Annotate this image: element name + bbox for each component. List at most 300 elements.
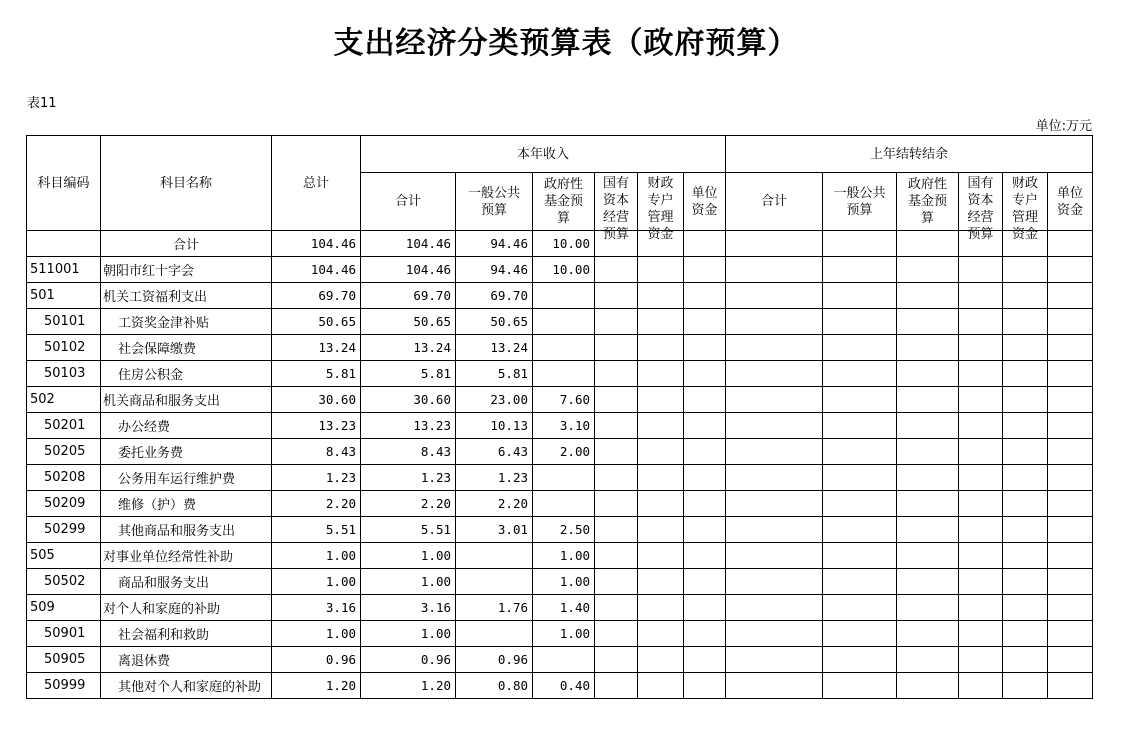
cell-empty bbox=[638, 621, 684, 647]
cell-current-sum: 30.60 bbox=[361, 387, 456, 413]
cell-code: 50103 bbox=[27, 361, 101, 387]
cell-current-fund: 3.10 bbox=[533, 413, 595, 439]
cell-current-fund: 2.50 bbox=[533, 517, 595, 543]
cell-empty bbox=[897, 335, 959, 361]
cell-empty bbox=[684, 283, 726, 309]
cell-empty bbox=[823, 517, 897, 543]
cell-current-sum: 1.20 bbox=[361, 673, 456, 699]
cell-empty bbox=[684, 465, 726, 491]
cell-empty bbox=[823, 621, 897, 647]
table-row bbox=[27, 465, 1093, 491]
cell-empty bbox=[684, 361, 726, 387]
table-row bbox=[27, 335, 1093, 361]
cell-total: 8.43 bbox=[272, 439, 361, 465]
cell-empty bbox=[726, 257, 823, 283]
cell-total: 2.20 bbox=[272, 491, 361, 517]
cell-name: 机关工资福利支出 bbox=[101, 283, 272, 309]
cell-empty bbox=[1048, 413, 1093, 439]
cell-empty bbox=[684, 491, 726, 517]
header-cy-state-capital: 国有资本经营预算 bbox=[595, 173, 638, 231]
cell-total: 30.60 bbox=[272, 387, 361, 413]
cell-empty bbox=[959, 543, 1003, 569]
cell-total: 1.00 bbox=[272, 621, 361, 647]
cell-empty bbox=[638, 465, 684, 491]
cell-total: 5.51 bbox=[272, 517, 361, 543]
cell-empty bbox=[959, 465, 1003, 491]
cell-empty bbox=[897, 543, 959, 569]
cell-empty bbox=[595, 621, 638, 647]
cell-current-general: 50.65 bbox=[456, 309, 533, 335]
cell-empty bbox=[959, 673, 1003, 699]
cell-empty bbox=[959, 491, 1003, 517]
cell-empty bbox=[684, 647, 726, 673]
table-row bbox=[27, 673, 1093, 699]
cell-empty bbox=[823, 595, 897, 621]
cell-current-general: 1.23 bbox=[456, 465, 533, 491]
cell-total: 3.16 bbox=[272, 595, 361, 621]
cell-empty bbox=[897, 413, 959, 439]
cell-empty bbox=[897, 491, 959, 517]
header-co-sum: 合计 bbox=[726, 173, 823, 231]
cell-total: 5.81 bbox=[272, 361, 361, 387]
cell-empty bbox=[726, 231, 823, 257]
header-cy-special-account: 财政专户管理资金 bbox=[638, 173, 684, 231]
cell-code: 50299 bbox=[27, 517, 101, 543]
cell-empty bbox=[1003, 335, 1048, 361]
cell-total: 1.00 bbox=[272, 569, 361, 595]
cell-name: 对个人和家庭的补助 bbox=[101, 595, 272, 621]
cell-current-sum: 69.70 bbox=[361, 283, 456, 309]
cell-current-general: 2.20 bbox=[456, 491, 533, 517]
cell-empty bbox=[684, 595, 726, 621]
cell-empty bbox=[897, 621, 959, 647]
cell-empty bbox=[595, 361, 638, 387]
table-row bbox=[27, 621, 1093, 647]
table-row bbox=[27, 361, 1093, 387]
cell-empty bbox=[1003, 413, 1048, 439]
cell-current-sum: 104.46 bbox=[361, 257, 456, 283]
cell-total: 104.46 bbox=[272, 231, 361, 257]
cell-empty bbox=[726, 673, 823, 699]
cell-empty bbox=[823, 231, 897, 257]
header-code: 科目编码 bbox=[27, 136, 101, 231]
cell-empty bbox=[684, 517, 726, 543]
cell-empty bbox=[595, 309, 638, 335]
page-title: 支出经济分类预算表（政府预算） bbox=[333, 26, 799, 61]
cell-empty bbox=[638, 361, 684, 387]
cell-empty bbox=[897, 647, 959, 673]
cell-empty bbox=[1048, 283, 1093, 309]
cell-empty bbox=[1003, 283, 1048, 309]
cell-current-fund: 0.40 bbox=[533, 673, 595, 699]
cell-total: 1.23 bbox=[272, 465, 361, 491]
cell-empty bbox=[823, 309, 897, 335]
cell-current-general: 0.80 bbox=[456, 673, 533, 699]
table-number: 表11 bbox=[27, 96, 57, 111]
cell-empty bbox=[1003, 621, 1048, 647]
cell-empty bbox=[684, 413, 726, 439]
unit-label: 单位:万元 bbox=[1035, 119, 1092, 134]
cell-empty bbox=[959, 569, 1003, 595]
cell-name: 办公经费 bbox=[101, 413, 272, 439]
cell-empty bbox=[959, 361, 1003, 387]
cell-empty bbox=[595, 491, 638, 517]
cell-name: 委托业务费 bbox=[101, 439, 272, 465]
cell-empty bbox=[726, 361, 823, 387]
cell-empty bbox=[684, 231, 726, 257]
cell-empty bbox=[595, 257, 638, 283]
table-row bbox=[27, 491, 1093, 517]
cell-current-sum: 13.24 bbox=[361, 335, 456, 361]
cell-empty bbox=[823, 543, 897, 569]
cell-empty bbox=[726, 517, 823, 543]
cell-total: 1.00 bbox=[272, 543, 361, 569]
cell-code: 50208 bbox=[27, 465, 101, 491]
cell-current-sum: 5.51 bbox=[361, 517, 456, 543]
cell-empty bbox=[1003, 439, 1048, 465]
cell-empty bbox=[1003, 647, 1048, 673]
cell-empty bbox=[1003, 387, 1048, 413]
cell-empty bbox=[638, 595, 684, 621]
cell-current-general bbox=[456, 543, 533, 569]
cell-empty bbox=[1048, 465, 1093, 491]
cell-empty bbox=[897, 439, 959, 465]
cell-empty bbox=[823, 387, 897, 413]
cell-empty bbox=[595, 595, 638, 621]
cell-current-general: 10.13 bbox=[456, 413, 533, 439]
cell-total: 0.96 bbox=[272, 647, 361, 673]
cell-empty bbox=[959, 439, 1003, 465]
cell-empty bbox=[726, 621, 823, 647]
table-row bbox=[27, 413, 1093, 439]
cell-current-general bbox=[456, 569, 533, 595]
cell-empty bbox=[1048, 543, 1093, 569]
cell-code: 50901 bbox=[27, 621, 101, 647]
cell-code: 50209 bbox=[27, 491, 101, 517]
cell-empty bbox=[638, 257, 684, 283]
header-co-special-account: 财政专户管理资金 bbox=[1003, 173, 1048, 231]
cell-empty bbox=[823, 647, 897, 673]
cell-current-fund: 2.00 bbox=[533, 439, 595, 465]
cell-name: 对事业单位经常性补助 bbox=[101, 543, 272, 569]
table-row bbox=[27, 439, 1093, 465]
cell-empty bbox=[959, 621, 1003, 647]
cell-code: 501 bbox=[27, 283, 101, 309]
cell-empty bbox=[959, 283, 1003, 309]
cell-empty bbox=[684, 387, 726, 413]
cell-empty bbox=[959, 257, 1003, 283]
cell-current-general: 6.43 bbox=[456, 439, 533, 465]
cell-empty bbox=[1048, 361, 1093, 387]
cell-empty bbox=[638, 283, 684, 309]
cell-name: 其他商品和服务支出 bbox=[101, 517, 272, 543]
cell-empty bbox=[1003, 517, 1048, 543]
cell-empty bbox=[897, 517, 959, 543]
cell-empty bbox=[726, 335, 823, 361]
cell-empty bbox=[823, 413, 897, 439]
cell-empty bbox=[1003, 673, 1048, 699]
cell-empty bbox=[897, 309, 959, 335]
cell-empty bbox=[823, 673, 897, 699]
cell-empty bbox=[897, 595, 959, 621]
cell-name: 朝阳市红十字会 bbox=[101, 257, 272, 283]
cell-current-sum: 2.20 bbox=[361, 491, 456, 517]
table-row bbox=[27, 387, 1093, 413]
cell-empty bbox=[595, 647, 638, 673]
cell-name: 离退休费 bbox=[101, 647, 272, 673]
cell-empty bbox=[1003, 361, 1048, 387]
cell-empty bbox=[1048, 257, 1093, 283]
cell-code: 50102 bbox=[27, 335, 101, 361]
cell-total: 50.65 bbox=[272, 309, 361, 335]
cell-empty bbox=[684, 569, 726, 595]
cell-current-fund bbox=[533, 361, 595, 387]
cell-empty bbox=[726, 439, 823, 465]
cell-empty bbox=[726, 543, 823, 569]
cell-current-sum: 1.00 bbox=[361, 543, 456, 569]
cell-empty bbox=[1003, 543, 1048, 569]
cell-current-sum: 50.65 bbox=[361, 309, 456, 335]
cell-empty bbox=[595, 465, 638, 491]
cell-empty bbox=[959, 517, 1003, 543]
table-row bbox=[27, 309, 1093, 335]
cell-empty bbox=[823, 283, 897, 309]
cell-total: 13.23 bbox=[272, 413, 361, 439]
cell-empty bbox=[1048, 491, 1093, 517]
header-total: 总计 bbox=[272, 136, 361, 231]
table-row bbox=[27, 257, 1093, 283]
cell-empty bbox=[638, 335, 684, 361]
cell-empty bbox=[823, 257, 897, 283]
cell-code: 50999 bbox=[27, 673, 101, 699]
cell-empty bbox=[726, 283, 823, 309]
cell-current-general: 94.46 bbox=[456, 257, 533, 283]
cell-empty bbox=[638, 387, 684, 413]
cell-code: 50101 bbox=[27, 309, 101, 335]
cell-name: 公务用车运行维护费 bbox=[101, 465, 272, 491]
cell-code: 505 bbox=[27, 543, 101, 569]
table-row bbox=[27, 543, 1093, 569]
cell-empty bbox=[1048, 387, 1093, 413]
cell-empty bbox=[684, 309, 726, 335]
cell-code bbox=[27, 231, 101, 257]
cell-current-fund: 1.40 bbox=[533, 595, 595, 621]
cell-empty bbox=[726, 465, 823, 491]
header-cy-fund: 政府性基金预算 bbox=[533, 173, 595, 231]
cell-empty bbox=[595, 569, 638, 595]
cell-name: 社会保障缴费 bbox=[101, 335, 272, 361]
cell-code: 502 bbox=[27, 387, 101, 413]
cell-current-fund: 7.60 bbox=[533, 387, 595, 413]
cell-empty bbox=[1048, 231, 1093, 257]
cell-empty bbox=[595, 387, 638, 413]
cell-empty bbox=[638, 517, 684, 543]
cell-empty bbox=[595, 517, 638, 543]
cell-empty bbox=[959, 335, 1003, 361]
cell-current-sum: 3.16 bbox=[361, 595, 456, 621]
cell-empty bbox=[959, 595, 1003, 621]
cell-empty bbox=[684, 439, 726, 465]
cell-empty bbox=[684, 543, 726, 569]
cell-current-fund bbox=[533, 465, 595, 491]
cell-empty bbox=[1003, 595, 1048, 621]
cell-empty bbox=[684, 257, 726, 283]
cell-empty bbox=[726, 309, 823, 335]
cell-empty bbox=[726, 491, 823, 517]
cell-empty bbox=[684, 621, 726, 647]
table-row bbox=[27, 231, 1093, 257]
cell-current-sum: 104.46 bbox=[361, 231, 456, 257]
cell-empty bbox=[897, 361, 959, 387]
cell-empty bbox=[638, 647, 684, 673]
cell-current-fund bbox=[533, 283, 595, 309]
cell-current-general bbox=[456, 621, 533, 647]
cell-empty bbox=[1003, 309, 1048, 335]
cell-name: 机关商品和服务支出 bbox=[101, 387, 272, 413]
cell-empty bbox=[638, 569, 684, 595]
cell-empty bbox=[823, 361, 897, 387]
cell-current-general: 94.46 bbox=[456, 231, 533, 257]
header-cy-unit-funds: 单位资金 bbox=[684, 173, 726, 231]
cell-empty bbox=[726, 413, 823, 439]
cell-empty bbox=[1003, 465, 1048, 491]
cell-empty bbox=[638, 439, 684, 465]
cell-empty bbox=[897, 283, 959, 309]
cell-current-sum: 0.96 bbox=[361, 647, 456, 673]
cell-current-fund: 10.00 bbox=[533, 257, 595, 283]
cell-current-sum: 1.23 bbox=[361, 465, 456, 491]
cell-name: 维修（护）费 bbox=[101, 491, 272, 517]
cell-empty bbox=[823, 491, 897, 517]
header-co-general: 一般公共预算 bbox=[823, 173, 897, 231]
cell-empty bbox=[638, 413, 684, 439]
cell-empty bbox=[823, 335, 897, 361]
cell-empty bbox=[959, 387, 1003, 413]
cell-current-fund bbox=[533, 335, 595, 361]
cell-name: 社会福利和救助 bbox=[101, 621, 272, 647]
cell-empty bbox=[595, 283, 638, 309]
cell-current-fund: 1.00 bbox=[533, 543, 595, 569]
cell-empty bbox=[638, 543, 684, 569]
cell-empty bbox=[897, 673, 959, 699]
cell-current-sum: 1.00 bbox=[361, 569, 456, 595]
cell-empty bbox=[823, 439, 897, 465]
cell-current-general: 69.70 bbox=[456, 283, 533, 309]
cell-current-fund: 1.00 bbox=[533, 621, 595, 647]
cell-current-general: 0.96 bbox=[456, 647, 533, 673]
cell-empty bbox=[1048, 335, 1093, 361]
cell-empty bbox=[595, 413, 638, 439]
cell-total: 69.70 bbox=[272, 283, 361, 309]
cell-empty bbox=[1003, 491, 1048, 517]
cell-current-fund: 1.00 bbox=[533, 569, 595, 595]
cell-empty bbox=[638, 309, 684, 335]
cell-code: 50201 bbox=[27, 413, 101, 439]
cell-current-fund bbox=[533, 309, 595, 335]
cell-empty bbox=[959, 413, 1003, 439]
cell-current-sum: 8.43 bbox=[361, 439, 456, 465]
cell-code: 509 bbox=[27, 595, 101, 621]
cell-empty bbox=[726, 595, 823, 621]
cell-empty bbox=[638, 673, 684, 699]
cell-empty bbox=[1003, 569, 1048, 595]
cell-empty bbox=[897, 465, 959, 491]
cell-code: 511001 bbox=[27, 257, 101, 283]
cell-empty bbox=[1003, 257, 1048, 283]
cell-empty bbox=[595, 439, 638, 465]
cell-name: 住房公积金 bbox=[101, 361, 272, 387]
cell-total: 13.24 bbox=[272, 335, 361, 361]
cell-empty bbox=[959, 647, 1003, 673]
header-co-fund: 政府性基金预算 bbox=[897, 173, 959, 231]
table-row bbox=[27, 647, 1093, 673]
table-row bbox=[27, 283, 1093, 309]
cell-empty bbox=[726, 387, 823, 413]
cell-empty bbox=[595, 673, 638, 699]
cell-empty bbox=[726, 647, 823, 673]
header-carryover: 上年结转结余 bbox=[726, 136, 1093, 173]
cell-name: 合计 bbox=[101, 231, 272, 257]
cell-empty bbox=[1048, 647, 1093, 673]
cell-current-fund: 10.00 bbox=[533, 231, 595, 257]
cell-empty bbox=[1048, 517, 1093, 543]
header-cy-general: 一般公共预算 bbox=[456, 173, 533, 231]
cell-empty bbox=[684, 673, 726, 699]
cell-current-general: 13.24 bbox=[456, 335, 533, 361]
cell-name: 其他对个人和家庭的补助 bbox=[101, 673, 272, 699]
cell-name: 商品和服务支出 bbox=[101, 569, 272, 595]
cell-empty bbox=[1048, 621, 1093, 647]
header-co-state-capital: 国有资本经营预算 bbox=[959, 173, 1003, 231]
cell-total: 104.46 bbox=[272, 257, 361, 283]
cell-empty bbox=[1048, 439, 1093, 465]
header-cy-sum: 合计 bbox=[361, 173, 456, 231]
cell-current-fund bbox=[533, 647, 595, 673]
cell-current-general: 3.01 bbox=[456, 517, 533, 543]
header-name: 科目名称 bbox=[101, 136, 272, 231]
cell-current-general: 1.76 bbox=[456, 595, 533, 621]
cell-empty bbox=[1048, 309, 1093, 335]
cell-empty bbox=[1048, 673, 1093, 699]
cell-empty bbox=[959, 309, 1003, 335]
cell-empty bbox=[1048, 595, 1093, 621]
header-co-unit-funds: 单位资金 bbox=[1048, 173, 1093, 231]
budget-table bbox=[26, 135, 1093, 699]
table-row bbox=[27, 517, 1093, 543]
cell-empty bbox=[897, 569, 959, 595]
cell-current-sum: 1.00 bbox=[361, 621, 456, 647]
cell-total: 1.20 bbox=[272, 673, 361, 699]
cell-empty bbox=[595, 335, 638, 361]
cell-empty bbox=[897, 257, 959, 283]
cell-current-general: 5.81 bbox=[456, 361, 533, 387]
cell-current-fund bbox=[533, 491, 595, 517]
cell-code: 50205 bbox=[27, 439, 101, 465]
cell-empty bbox=[1048, 569, 1093, 595]
cell-empty bbox=[684, 335, 726, 361]
cell-empty bbox=[823, 465, 897, 491]
cell-name: 工资奖金津补贴 bbox=[101, 309, 272, 335]
cell-current-sum: 5.81 bbox=[361, 361, 456, 387]
cell-empty bbox=[897, 387, 959, 413]
table-row bbox=[27, 595, 1093, 621]
cell-empty bbox=[638, 491, 684, 517]
cell-current-general: 23.00 bbox=[456, 387, 533, 413]
cell-empty bbox=[897, 231, 959, 257]
cell-code: 50905 bbox=[27, 647, 101, 673]
cell-empty bbox=[595, 543, 638, 569]
cell-empty bbox=[823, 569, 897, 595]
